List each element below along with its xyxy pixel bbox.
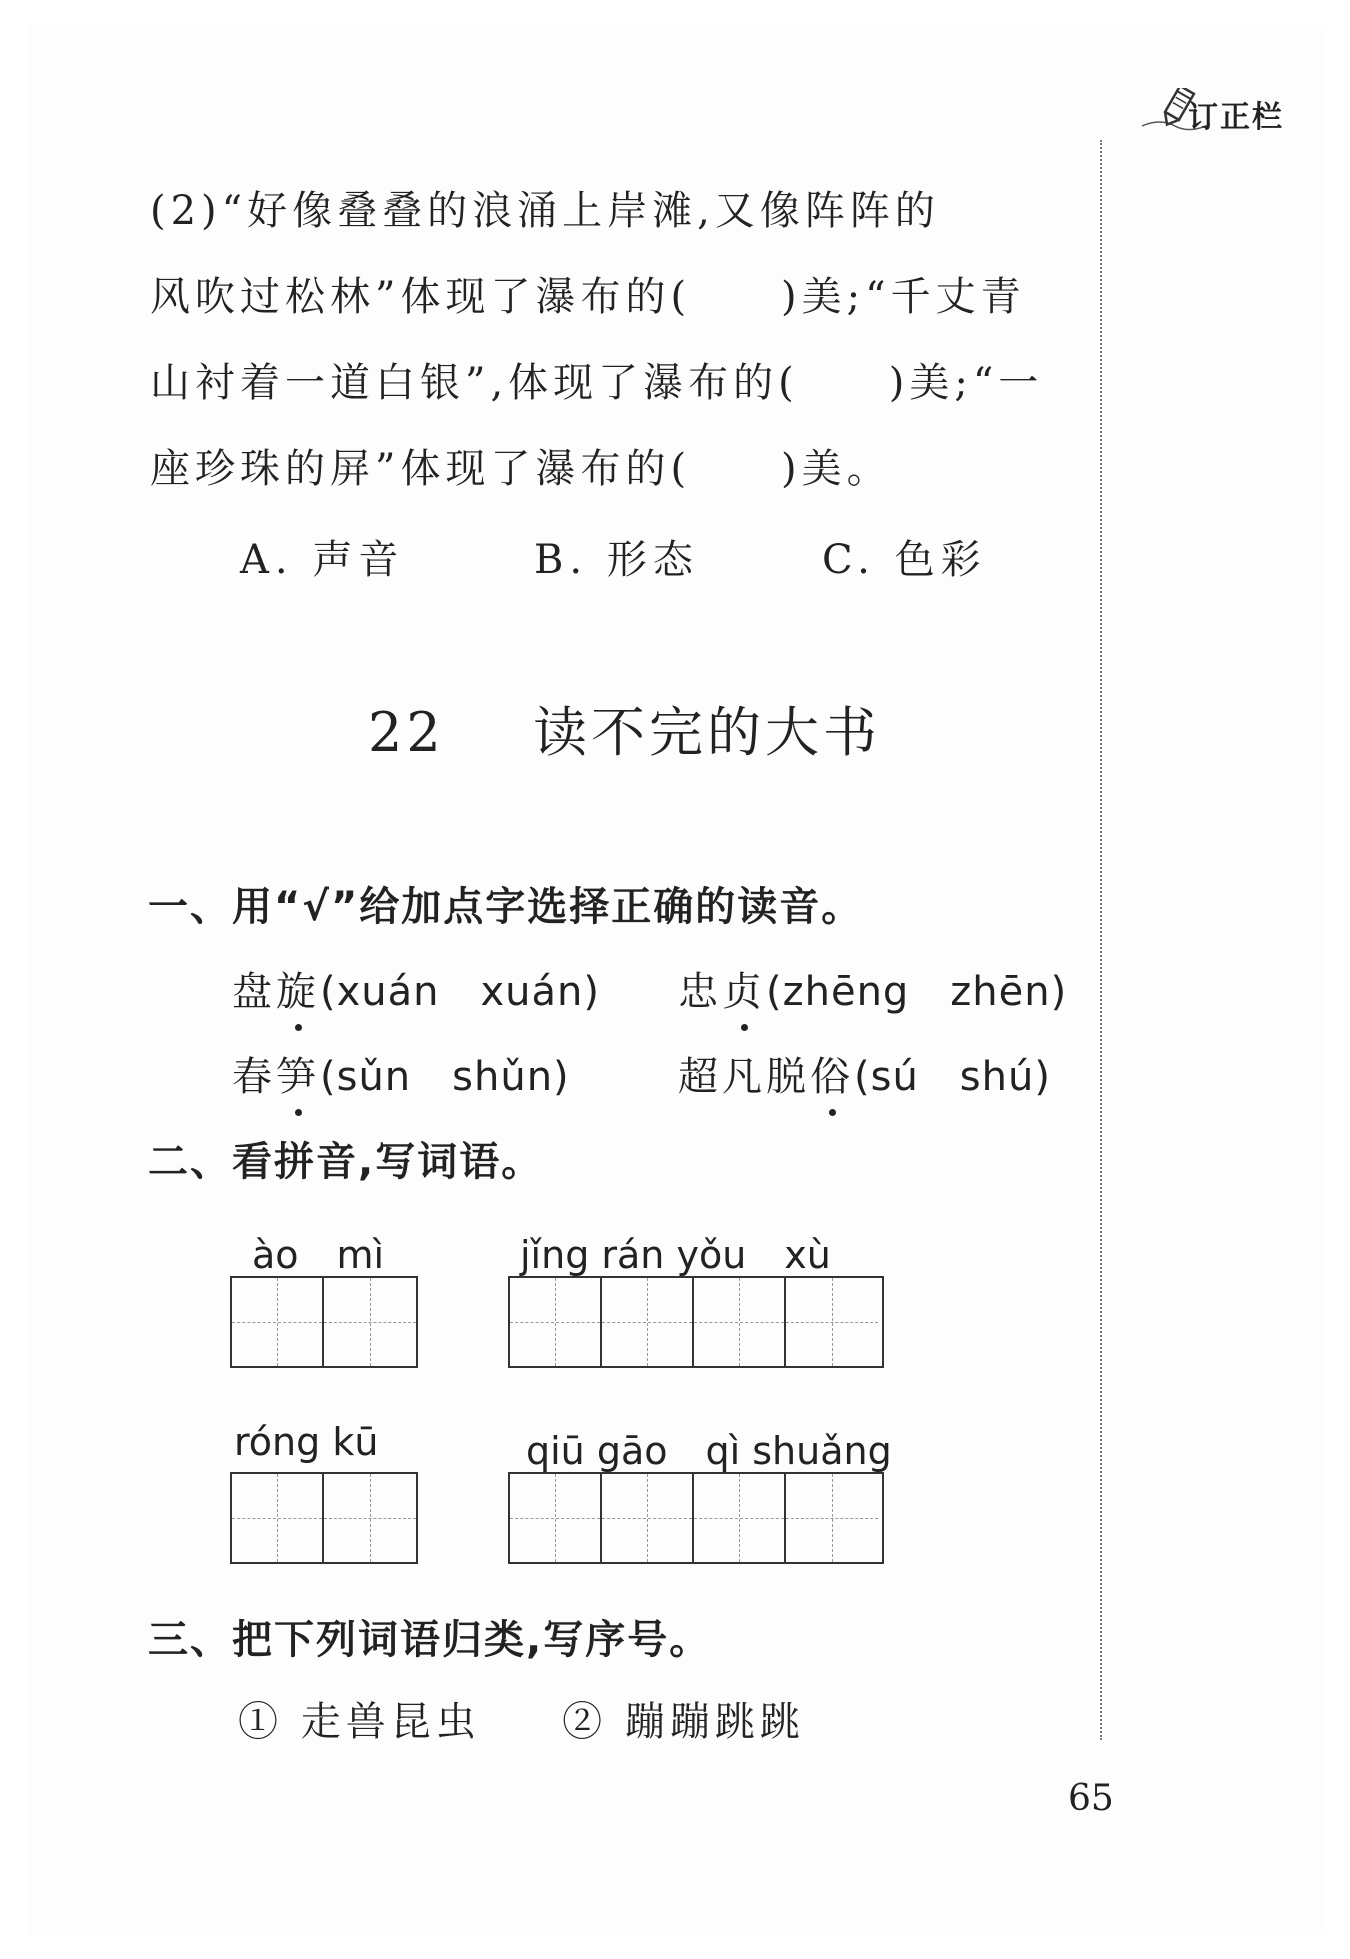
- question-2-line-4: 座珍珠的屏”体现了瀑布的( )美。: [150, 446, 892, 492]
- writing-grid-3[interactable]: [230, 1472, 418, 1564]
- option-a: A. 声音: [240, 537, 405, 583]
- grid-cell[interactable]: [510, 1474, 602, 1562]
- writing-grid-1[interactable]: [230, 1276, 418, 1368]
- grid-cell[interactable]: [694, 1474, 786, 1562]
- page-number: 65: [1068, 1778, 1114, 1819]
- classification-items: [238, 1690, 805, 1747]
- item-1-text: 盘: [232, 969, 276, 1015]
- pinyin-label-3: róng kū: [234, 1420, 379, 1464]
- writing-grid-2[interactable]: [508, 1276, 884, 1368]
- pinyin-label-1: ào mì: [252, 1233, 385, 1277]
- grid-cell[interactable]: [232, 1278, 324, 1366]
- pinyin-label-2: jǐng rán yǒu xù: [520, 1233, 831, 1277]
- item-4-text: 超凡脱: [678, 1054, 810, 1100]
- item-4-options: (sú shú): [854, 1054, 1051, 1100]
- grid-cell[interactable]: [786, 1474, 878, 1562]
- pronunciation-item-2: [678, 960, 1067, 1017]
- section-3-heading: 三、把下列词语归类,写序号。: [148, 1617, 712, 1663]
- grid-cell[interactable]: [786, 1278, 878, 1366]
- grid-cell[interactable]: [324, 1474, 416, 1562]
- item-2-text: 忠: [678, 969, 722, 1015]
- grid-cell[interactable]: [602, 1278, 694, 1366]
- option-b: B. 形态: [534, 537, 699, 583]
- item-3-text: 春: [232, 1054, 276, 1100]
- item-4-dotted-char: 俗: [810, 1045, 854, 1102]
- grid-cell[interactable]: [232, 1474, 324, 1562]
- pronunciation-item-4: [678, 1045, 1051, 1102]
- item-3-options: (sǔn shǔn): [320, 1054, 570, 1100]
- pronunciation-item-3: [232, 1045, 570, 1102]
- question-2-line-2: 风吹过松林”体现了瀑布的( )美;“千丈青: [150, 274, 1026, 320]
- lesson-name: 读不完的大书: [533, 701, 882, 764]
- grid-cell[interactable]: [324, 1278, 416, 1366]
- writing-grid-4[interactable]: [508, 1472, 884, 1564]
- question-2-line-1: (2)“好像叠叠的浪涌上岸滩,又像阵阵的: [150, 188, 940, 234]
- item-3-dotted-char: 笋: [276, 1045, 320, 1102]
- item-2-dotted-char: 贞: [722, 960, 766, 1017]
- lesson-number: 22: [368, 701, 445, 764]
- section-1-heading: 一、用“√”给加点字选择正确的读音。: [148, 884, 864, 930]
- lesson-title: [368, 690, 881, 767]
- item-2-options: (zhēng zhēn): [766, 969, 1068, 1015]
- classification-item-2: ② 蹦蹦跳跳: [562, 1699, 805, 1745]
- correction-divider: [1100, 140, 1102, 1740]
- question-2-line-3: 山衬着一道白银”,体现了瀑布的( )美;“一: [150, 360, 1044, 406]
- item-1-options: (xuán xuán): [320, 969, 600, 1015]
- option-c: C. 色彩: [822, 537, 987, 583]
- correction-column-label: 订正栏: [1188, 100, 1284, 135]
- item-1-dotted-char: 旋: [276, 960, 320, 1017]
- pronunciation-item-1: [232, 960, 600, 1017]
- section-2-heading: 二、看拼音,写词语。: [148, 1139, 544, 1185]
- pinyin-label-4: qiū gāo qì shuǎng: [526, 1429, 892, 1473]
- grid-cell[interactable]: [694, 1278, 786, 1366]
- grid-cell[interactable]: [602, 1474, 694, 1562]
- classification-item-1: ① 走兽昆虫: [238, 1699, 481, 1745]
- grid-cell[interactable]: [510, 1278, 602, 1366]
